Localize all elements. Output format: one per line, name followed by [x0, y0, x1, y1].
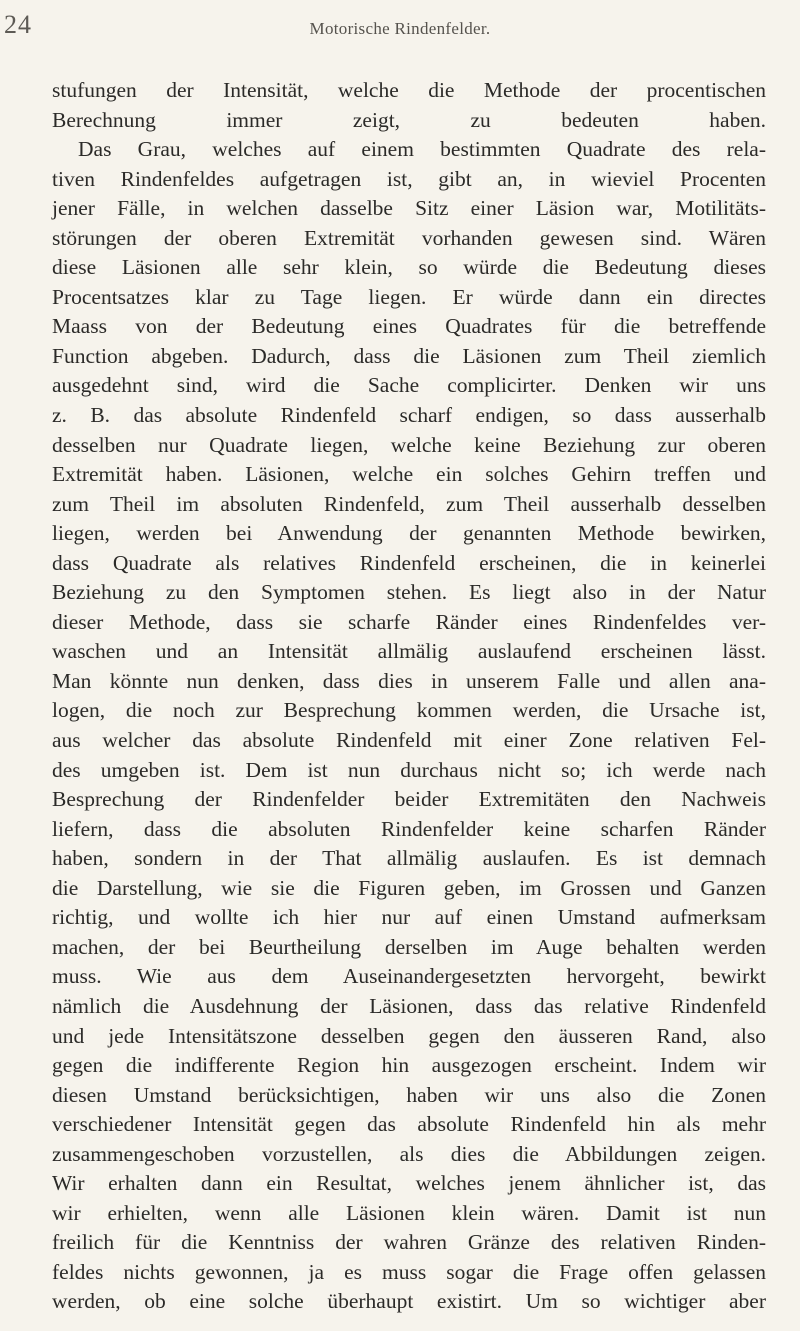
- text-line: zum Theil im absoluten Rindenfeld, zum Theil ausserhalb desselben: [52, 491, 766, 516]
- text-line: machen, der bei Beurtheilung derselben im Auge behalten werden: [52, 934, 766, 959]
- text-line: Maass von der Bedeutung eines Quadrates für die betreffende: [52, 314, 766, 339]
- text-line: logen, die noch zur Besprechung kommen werden, die Ursache ist,: [52, 698, 766, 723]
- text-line: verschiedener Intensität gegen das absolute Rindenfeld hin als mehr: [52, 1112, 766, 1137]
- text-line: aus welcher das absolute Rindenfeld mit einer Zone relativen Fel-: [52, 728, 766, 753]
- text-line: tiven Rindenfeldes aufgetragen ist, gibt an, in wieviel Procenten: [52, 166, 766, 191]
- text-line: wir erhielten, wenn alle Läsionen klein wären. Damit ist nun: [52, 1200, 766, 1225]
- text-line: richtig, und wollte ich hier nur auf einen Umstand aufmerksam: [52, 905, 766, 930]
- text-line: z. B. das absolute Rindenfeld scharf endigen, so dass ausserhalb: [52, 403, 766, 428]
- text-line: diese Läsionen alle sehr klein, so würde die Bedeutung dieses: [52, 255, 766, 280]
- text-line: muss. Wie aus dem Auseinandergesetzten hervorgeht, bewirkt: [52, 964, 766, 989]
- text-line: Procentsatzes klar zu Tage liegen. Er würde dann ein directes: [52, 284, 766, 309]
- text-line: haben, sondern in der That allmälig auslaufen. Es ist demnach: [52, 846, 766, 871]
- body-text: [52, 76, 766, 1317]
- text-line: Besprechung der Rindenfelder beider Extremitäten den Nachweis: [52, 787, 766, 812]
- text-line: des umgeben ist. Dem ist nun durchaus nicht so; ich werde nach: [52, 757, 766, 782]
- text-line: werden, ob eine solche überhaupt existirt. Um so wichtiger aber: [52, 1289, 766, 1314]
- text-line: Extremität haben. Läsionen, welche ein solches Gehirn treffen und: [52, 462, 766, 487]
- text-line: Function abgeben. Dadurch, dass die Läsionen zum Theil ziemlich: [52, 343, 766, 368]
- text-line: nämlich die Ausdehnung der Läsionen, dass das relative Rindenfeld: [52, 993, 766, 1018]
- text-line: die Darstellung, wie sie die Figuren geben, im Grossen und Ganzen: [52, 875, 766, 900]
- text-line: feldes nichts gewonnen, ja es muss sogar die Frage offen gelassen: [52, 1259, 766, 1284]
- text-line: Beziehung zu den Symptomen stehen. Es liegt also in der Natur: [52, 580, 766, 605]
- page-number: 24: [4, 10, 32, 39]
- text-line: waschen und an Intensität allmälig auslaufend erscheinen lässt.: [52, 639, 766, 664]
- text-line: Das Grau, welches auf einem bestimmten Quadrate des rela-: [78, 137, 766, 162]
- text-line: ausgedehnt sind, wird die Sache complicirter. Denken wir uns: [52, 373, 766, 398]
- text-line: gegen die indifferente Region hin ausgezogen erscheint. Indem wir: [52, 1053, 766, 1078]
- text-line: stufungen der Intensität, welche die Methode der procentischen: [52, 78, 766, 102]
- text-line: dass Quadrate als relatives Rindenfeld erscheinen, die in keinerlei: [52, 550, 766, 575]
- text-line: zusammengeschoben vorzustellen, als dies die Abbildungen zeigen.: [52, 1141, 766, 1166]
- text-line: und jede Intensitätszone desselben gegen den äusseren Rand, also: [52, 1023, 766, 1048]
- text-line: störungen der oberen Extremität vorhanden gewesen sind. Wären: [52, 225, 766, 250]
- text-line: liegen, werden bei Anwendung der genannten Methode bewirken,: [52, 521, 766, 546]
- running-title: Motorische Rindenfelder.: [309, 19, 491, 38]
- text-line: desselben nur Quadrate liegen, welche keine Beziehung zur oberen: [52, 432, 766, 457]
- text-line: liefern, dass die absoluten Rindenfelder keine scharfen Ränder: [52, 816, 766, 841]
- text-line: jener Fälle, in welchen dasselbe Sitz einer Läsion war, Motilitäts-: [52, 196, 766, 221]
- text-line: Berechnung immer zeigt, zu bedeuten haben.: [52, 107, 766, 132]
- text-line: diesen Umstand berücksichtigen, haben wir uns also die Zonen: [52, 1082, 766, 1107]
- text-line: Wir erhalten dann ein Resultat, welches jenem ähnlicher ist, das: [52, 1171, 766, 1196]
- text-line: dieser Methode, dass sie scharfe Ränder eines Rindenfeldes ver-: [52, 609, 766, 634]
- text-line: freilich für die Kenntniss der wahren Gränze des relativen Rinden-: [52, 1230, 766, 1255]
- text-line: Man könnte nun denken, dass dies in unserem Falle und allen ana-: [52, 668, 766, 693]
